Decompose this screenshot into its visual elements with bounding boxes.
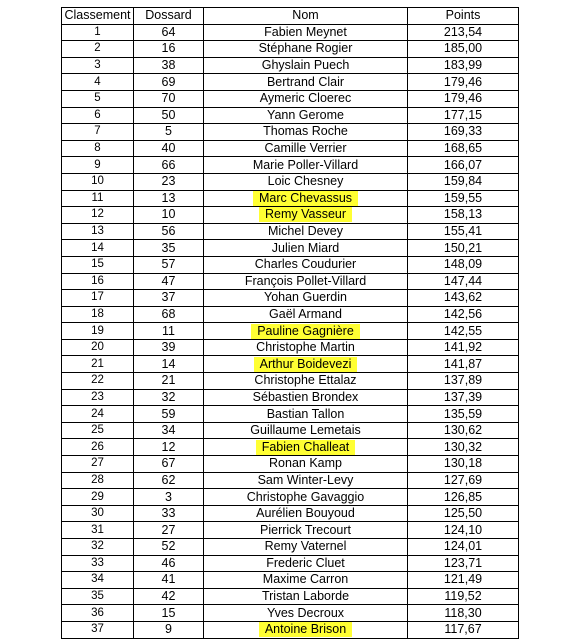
cell-points: 183,99 — [408, 57, 519, 74]
cell-bib: 39 — [134, 339, 204, 356]
table-row — [62, 90, 519, 107]
cell-name: Thomas Roche — [204, 124, 408, 141]
table-row — [62, 173, 519, 190]
cell-points: 125,50 — [408, 505, 519, 522]
cell-rank: 14 — [62, 240, 134, 257]
table-row — [62, 190, 519, 207]
cell-bib: 56 — [134, 223, 204, 240]
cell-bib: 64 — [134, 24, 204, 41]
cell-bib: 41 — [134, 572, 204, 589]
cell-name: Sam Winter-Levy — [204, 472, 408, 489]
cell-bib: 50 — [134, 107, 204, 124]
cell-name — [204, 190, 408, 207]
cell-rank: 26 — [62, 439, 134, 456]
cell-name: Stéphane Rogier — [204, 41, 408, 58]
table-row — [62, 306, 519, 323]
table-row — [62, 406, 519, 423]
cell-rank: 6 — [62, 107, 134, 124]
table-row — [62, 588, 519, 605]
table-row — [62, 621, 519, 638]
cell-rank: 3 — [62, 57, 134, 74]
cell-bib: 34 — [134, 422, 204, 439]
cell-points: 142,55 — [408, 323, 519, 340]
cell-name: Pierrick Trecourt — [204, 522, 408, 539]
name-highlight: Pauline Gagnière — [251, 324, 360, 339]
cell-points: 135,59 — [408, 406, 519, 423]
cell-name: Fabien Meynet — [204, 24, 408, 41]
cell-rank: 31 — [62, 522, 134, 539]
header-classement: Classement — [62, 8, 134, 25]
table-row — [62, 240, 519, 257]
cell-points: 142,56 — [408, 306, 519, 323]
cell-name — [204, 621, 408, 638]
cell-points: 166,07 — [408, 157, 519, 174]
cell-bib: 3 — [134, 489, 204, 506]
cell-name: Bastian Tallon — [204, 406, 408, 423]
cell-points: 150,21 — [408, 240, 519, 257]
table-row — [62, 555, 519, 572]
cell-rank: 28 — [62, 472, 134, 489]
cell-rank: 19 — [62, 323, 134, 340]
cell-rank: 8 — [62, 140, 134, 157]
cell-name: François Pollet-Villard — [204, 273, 408, 290]
cell-points: 117,67 — [408, 621, 519, 638]
cell-name: Tristan Laborde — [204, 588, 408, 605]
table-row — [62, 273, 519, 290]
cell-bib: 15 — [134, 605, 204, 622]
cell-rank: 17 — [62, 290, 134, 307]
cell-rank: 5 — [62, 90, 134, 107]
cell-bib: 46 — [134, 555, 204, 572]
results-table — [61, 7, 519, 639]
table-row — [62, 290, 519, 307]
cell-points: 130,32 — [408, 439, 519, 456]
cell-points: 177,15 — [408, 107, 519, 124]
table-header-row — [62, 8, 519, 25]
table-row — [62, 472, 519, 489]
table-row — [62, 207, 519, 224]
cell-name: Gaël Armand — [204, 306, 408, 323]
cell-bib: 69 — [134, 74, 204, 91]
cell-rank: 15 — [62, 256, 134, 273]
table-row — [62, 323, 519, 340]
table-row — [62, 223, 519, 240]
cell-points: 127,69 — [408, 472, 519, 489]
cell-name — [204, 439, 408, 456]
header-dossard: Dossard — [134, 8, 204, 25]
cell-points: 124,10 — [408, 522, 519, 539]
cell-bib: 33 — [134, 505, 204, 522]
cell-points: 123,71 — [408, 555, 519, 572]
cell-bib: 16 — [134, 41, 204, 58]
cell-bib: 47 — [134, 273, 204, 290]
cell-points: 124,01 — [408, 539, 519, 556]
table-row — [62, 505, 519, 522]
results-sheet — [61, 7, 518, 639]
cell-name: Christophe Gavaggio — [204, 489, 408, 506]
cell-bib: 13 — [134, 190, 204, 207]
cell-points: 168,65 — [408, 140, 519, 157]
header-nom: Nom — [204, 8, 408, 25]
cell-bib: 11 — [134, 323, 204, 340]
table-row — [62, 256, 519, 273]
table-row — [62, 124, 519, 141]
cell-bib: 35 — [134, 240, 204, 257]
name-highlight: Arthur Boidevezi — [254, 357, 358, 372]
cell-rank: 24 — [62, 406, 134, 423]
cell-bib: 10 — [134, 207, 204, 224]
cell-bib: 38 — [134, 57, 204, 74]
cell-rank: 27 — [62, 456, 134, 473]
cell-name: Bertrand Clair — [204, 74, 408, 91]
cell-bib: 59 — [134, 406, 204, 423]
cell-points: 213,54 — [408, 24, 519, 41]
cell-points: 130,62 — [408, 422, 519, 439]
cell-points: 130,18 — [408, 456, 519, 473]
cell-points: 118,30 — [408, 605, 519, 622]
cell-points: 141,87 — [408, 356, 519, 373]
cell-name — [204, 356, 408, 373]
cell-points: 155,41 — [408, 223, 519, 240]
table-row — [62, 339, 519, 356]
table-row — [62, 157, 519, 174]
cell-bib: 5 — [134, 124, 204, 141]
cell-name: Ghyslain Puech — [204, 57, 408, 74]
cell-rank: 1 — [62, 24, 134, 41]
cell-rank: 32 — [62, 539, 134, 556]
cell-bib: 66 — [134, 157, 204, 174]
cell-rank: 21 — [62, 356, 134, 373]
cell-points: 179,46 — [408, 74, 519, 91]
table-row — [62, 605, 519, 622]
cell-name: Marie Poller-Villard — [204, 157, 408, 174]
cell-rank: 30 — [62, 505, 134, 522]
cell-rank: 37 — [62, 621, 134, 638]
cell-points: 137,39 — [408, 389, 519, 406]
cell-rank: 4 — [62, 74, 134, 91]
cell-bib: 67 — [134, 456, 204, 473]
cell-points: 185,00 — [408, 41, 519, 58]
cell-points: 169,33 — [408, 124, 519, 141]
cell-rank: 34 — [62, 572, 134, 589]
cell-bib: 70 — [134, 90, 204, 107]
name-highlight: Remy Vasseur — [259, 207, 352, 222]
cell-name: Charles Coudurier — [204, 256, 408, 273]
table-row — [62, 373, 519, 390]
cell-points: 147,44 — [408, 273, 519, 290]
table-row — [62, 57, 519, 74]
name-highlight: Antoine Brison — [259, 622, 352, 637]
cell-bib: 9 — [134, 621, 204, 638]
header-points: Points — [408, 8, 519, 25]
cell-name: Aymeric Cloerec — [204, 90, 408, 107]
cell-rank: 20 — [62, 339, 134, 356]
cell-name: Loic Chesney — [204, 173, 408, 190]
cell-name — [204, 323, 408, 340]
name-highlight: Marc Chevassus — [253, 191, 358, 206]
table-row — [62, 572, 519, 589]
cell-rank: 23 — [62, 389, 134, 406]
cell-name: Guillaume Lemetais — [204, 422, 408, 439]
cell-rank: 2 — [62, 41, 134, 58]
cell-name: Christophe Ettalaz — [204, 373, 408, 390]
cell-bib: 68 — [134, 306, 204, 323]
cell-rank: 36 — [62, 605, 134, 622]
table-row — [62, 539, 519, 556]
cell-points: 126,85 — [408, 489, 519, 506]
cell-points: 159,55 — [408, 190, 519, 207]
cell-rank: 16 — [62, 273, 134, 290]
cell-rank: 22 — [62, 373, 134, 390]
cell-bib: 37 — [134, 290, 204, 307]
table-row — [62, 439, 519, 456]
cell-name: Aurélien Bouyoud — [204, 505, 408, 522]
cell-rank: 12 — [62, 207, 134, 224]
cell-name: Yves Decroux — [204, 605, 408, 622]
cell-bib: 12 — [134, 439, 204, 456]
cell-name: Yann Gerome — [204, 107, 408, 124]
cell-rank: 7 — [62, 124, 134, 141]
table-row — [62, 356, 519, 373]
cell-name: Sébastien Brondex — [204, 389, 408, 406]
cell-points: 121,49 — [408, 572, 519, 589]
cell-points: 158,13 — [408, 207, 519, 224]
table-row — [62, 422, 519, 439]
cell-rank: 10 — [62, 173, 134, 190]
cell-name: Camille Verrier — [204, 140, 408, 157]
cell-bib: 27 — [134, 522, 204, 539]
table-row — [62, 41, 519, 58]
cell-points: 148,09 — [408, 256, 519, 273]
cell-bib: 42 — [134, 588, 204, 605]
cell-rank: 29 — [62, 489, 134, 506]
cell-rank: 25 — [62, 422, 134, 439]
table-row — [62, 389, 519, 406]
cell-bib: 52 — [134, 539, 204, 556]
cell-bib: 62 — [134, 472, 204, 489]
cell-name: Julien Miard — [204, 240, 408, 257]
cell-bib: 57 — [134, 256, 204, 273]
table-row — [62, 522, 519, 539]
cell-bib: 21 — [134, 373, 204, 390]
name-highlight: Fabien Challeat — [256, 440, 356, 455]
cell-name: Frederic Cluet — [204, 555, 408, 572]
cell-points: 179,46 — [408, 90, 519, 107]
table-row — [62, 107, 519, 124]
cell-rank: 13 — [62, 223, 134, 240]
cell-rank: 33 — [62, 555, 134, 572]
table-row — [62, 456, 519, 473]
cell-points: 141,92 — [408, 339, 519, 356]
cell-rank: 18 — [62, 306, 134, 323]
table-row — [62, 140, 519, 157]
cell-name: Christophe Martin — [204, 339, 408, 356]
cell-points: 137,89 — [408, 373, 519, 390]
cell-name: Ronan Kamp — [204, 456, 408, 473]
table-row — [62, 74, 519, 91]
table-row — [62, 489, 519, 506]
cell-rank: 11 — [62, 190, 134, 207]
cell-name: Michel Devey — [204, 223, 408, 240]
cell-points: 159,84 — [408, 173, 519, 190]
cell-points: 143,62 — [408, 290, 519, 307]
cell-bib: 14 — [134, 356, 204, 373]
cell-rank: 9 — [62, 157, 134, 174]
table-row — [62, 24, 519, 41]
cell-name — [204, 207, 408, 224]
cell-name: Yohan Guerdin — [204, 290, 408, 307]
table-body — [62, 24, 519, 638]
cell-name: Remy Vaternel — [204, 539, 408, 556]
cell-bib: 23 — [134, 173, 204, 190]
cell-bib: 32 — [134, 389, 204, 406]
cell-bib: 40 — [134, 140, 204, 157]
cell-points: 119,52 — [408, 588, 519, 605]
cell-name: Maxime Carron — [204, 572, 408, 589]
cell-rank: 35 — [62, 588, 134, 605]
